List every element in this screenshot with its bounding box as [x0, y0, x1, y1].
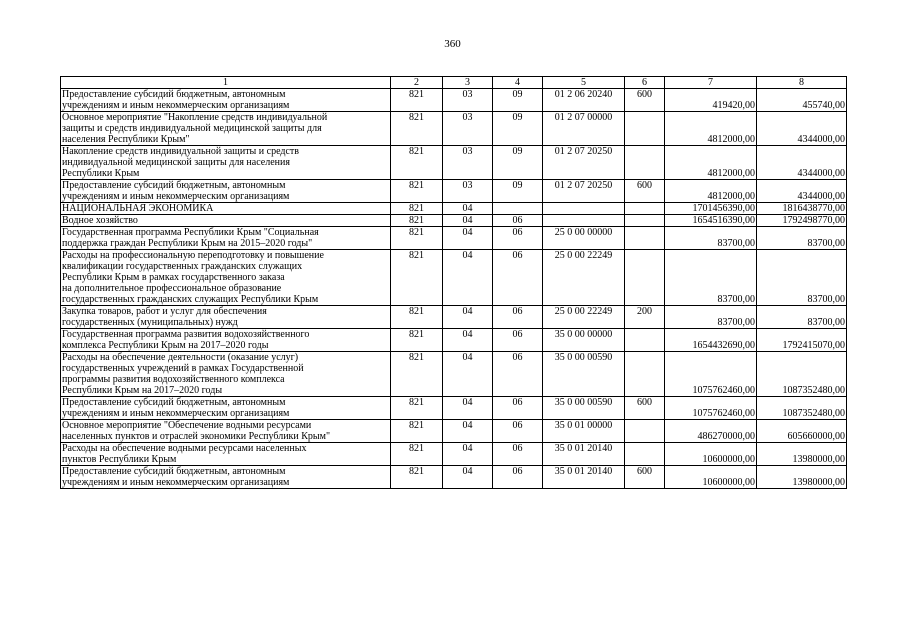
table-row [61, 89, 847, 112]
row-name-line: Накопление средств индивидуальной защиты и средств [62, 146, 299, 157]
table-row [61, 466, 847, 489]
amount-year1-cell: 10600000,00 [665, 443, 757, 466]
row-name-cell [61, 180, 391, 203]
row-name-line: защиты и средств индивидуальной медицинской защиты для [62, 123, 322, 134]
amount-year1-cell: 1654516390,00 [665, 215, 757, 227]
subsection-code-cell: 06 [493, 466, 543, 489]
amount-year2-cell: 83700,00 [757, 227, 847, 250]
ministry-code-cell: 821 [391, 227, 443, 250]
column-header: 1 [61, 77, 391, 89]
amount-year2-cell: 83700,00 [757, 306, 847, 329]
subsection-code-cell: 06 [493, 420, 543, 443]
target-article-cell [543, 203, 625, 215]
row-name-line: государственных учреждений в рамках Государственной [62, 363, 304, 374]
row-name-line: Предоставление субсидий бюджетным, автономным [62, 466, 286, 477]
row-name-line: Государственная программа Республики Крым "Социальная [62, 227, 319, 238]
expense-type-cell [625, 443, 665, 466]
amount-year2-cell: 455740,00 [757, 89, 847, 112]
row-name-line: комплекса Республики Крым на 2017–2020 годы [62, 340, 269, 351]
expense-type-cell: 200 [625, 306, 665, 329]
column-header: 7 [665, 77, 757, 89]
row-name-cell [61, 466, 391, 489]
row-name-cell [61, 146, 391, 180]
row-name-line: поддержка граждан Республики Крым на 2015–2020 годы" [62, 238, 313, 249]
table-row [61, 397, 847, 420]
target-article-cell: 25 0 00 22249 [543, 306, 625, 329]
row-name-line: населенных пунктов и отраслей экономики Республики Крым" [62, 431, 331, 442]
amount-year1-cell: 486270000,00 [665, 420, 757, 443]
row-name-line: Предоставление субсидий бюджетным, автономным [62, 89, 286, 100]
section-code-cell: 04 [443, 227, 493, 250]
column-header: 5 [543, 77, 625, 89]
subsection-code-cell: 06 [493, 306, 543, 329]
row-name-line: Закупка товаров, работ и услуг для обеспечения [62, 306, 267, 317]
ministry-code-cell: 821 [391, 112, 443, 146]
section-code-cell: 03 [443, 146, 493, 180]
row-name-line: Республики Крым [62, 168, 140, 179]
row-name-line: Государственная программа развития водохозяйственного [62, 329, 310, 340]
row-name-line: государственных гражданских служащих Республики Крым [62, 294, 319, 305]
table-row [61, 352, 847, 397]
target-article-cell: 35 0 01 20140 [543, 443, 625, 466]
amount-year2-cell: 4344000,00 [757, 112, 847, 146]
row-name-cell [61, 203, 391, 215]
section-code-cell: 04 [443, 215, 493, 227]
section-code-cell: 04 [443, 420, 493, 443]
row-name-line: государственных (муниципальных) нужд [62, 317, 238, 328]
amount-year1-cell: 419420,00 [665, 89, 757, 112]
row-name-line: Основное мероприятие "Накопление средств индивидуальной [62, 112, 328, 123]
amount-year1-cell: 1075762460,00 [665, 397, 757, 420]
row-name-line: Республики Крым в рамках государственного заказа [62, 272, 285, 283]
row-name-line: учреждениям и иным некоммерческим организациям [62, 100, 290, 111]
ministry-code-cell: 821 [391, 89, 443, 112]
ministry-code-cell: 821 [391, 352, 443, 397]
row-name-line: учреждениям и иным некоммерческим организациям [62, 408, 290, 419]
target-article-cell: 01 2 07 20250 [543, 146, 625, 180]
row-name-line: Расходы на обеспечение деятельности (оказание услуг) [62, 352, 299, 363]
target-article-cell: 35 0 01 20140 [543, 466, 625, 489]
amount-year1-cell: 83700,00 [665, 306, 757, 329]
column-header: 8 [757, 77, 847, 89]
column-header: 2 [391, 77, 443, 89]
row-name-line: населения Республики Крым" [62, 134, 190, 145]
amount-year2-cell: 4344000,00 [757, 146, 847, 180]
amount-year2-cell: 4344000,00 [757, 180, 847, 203]
table-row [61, 146, 847, 180]
target-article-cell: 01 2 06 20240 [543, 89, 625, 112]
row-name-cell [61, 420, 391, 443]
row-name-line: квалификации государственных гражданских служащих [62, 261, 303, 272]
row-name-cell [61, 112, 391, 146]
amount-year1-cell: 1654432690,00 [665, 329, 757, 352]
amount-year1-cell: 4812000,00 [665, 112, 757, 146]
target-article-cell: 01 2 07 20250 [543, 180, 625, 203]
row-name-cell [61, 397, 391, 420]
expense-type-cell [625, 420, 665, 443]
row-name-line: Основное мероприятие "Обеспечение водными ресурсами [62, 420, 312, 431]
subsection-code-cell: 06 [493, 329, 543, 352]
section-code-cell: 03 [443, 89, 493, 112]
subsection-code-cell: 09 [493, 146, 543, 180]
section-code-cell: 04 [443, 329, 493, 352]
ministry-code-cell: 821 [391, 203, 443, 215]
subsection-code-cell: 06 [493, 352, 543, 397]
subsection-code-cell: 06 [493, 397, 543, 420]
section-code-cell: 03 [443, 112, 493, 146]
row-name-line: программы развития водохозяйственного комплекса [62, 374, 285, 385]
target-article-cell: 01 2 07 00000 [543, 112, 625, 146]
amount-year2-cell: 13980000,00 [757, 443, 847, 466]
ministry-code-cell: 821 [391, 306, 443, 329]
row-name-line: Республики Крым на 2017–2020 годы [62, 385, 223, 396]
row-name-line: Предоставление субсидий бюджетным, автономным [62, 180, 286, 191]
expense-type-cell: 600 [625, 89, 665, 112]
row-name-cell [61, 89, 391, 112]
expense-type-cell [625, 250, 665, 306]
target-article-cell: 35 0 00 00590 [543, 352, 625, 397]
subsection-code-cell: 06 [493, 227, 543, 250]
ministry-code-cell: 821 [391, 443, 443, 466]
row-name-cell [61, 227, 391, 250]
column-header: 3 [443, 77, 493, 89]
ministry-code-cell: 821 [391, 420, 443, 443]
expense-type-cell: 600 [625, 466, 665, 489]
amount-year2-cell: 1792415070,00 [757, 329, 847, 352]
amount-year2-cell: 83700,00 [757, 250, 847, 306]
ministry-code-cell: 821 [391, 466, 443, 489]
row-name-line: учреждениям и иным некоммерческим организациям [62, 191, 290, 202]
row-name-cell [61, 329, 391, 352]
row-name-line: Предоставление субсидий бюджетным, автономным [62, 397, 286, 408]
subsection-code-cell: 06 [493, 250, 543, 306]
subsection-code-cell: 06 [493, 215, 543, 227]
target-article-cell: 35 0 01 00000 [543, 420, 625, 443]
table-row [61, 112, 847, 146]
section-code-cell: 04 [443, 250, 493, 306]
amount-year2-cell: 1087352480,00 [757, 352, 847, 397]
amount-year2-cell: 1087352480,00 [757, 397, 847, 420]
amount-year2-cell: 605660000,00 [757, 420, 847, 443]
table-row [61, 329, 847, 352]
expense-type-cell [625, 146, 665, 180]
amount-year1-cell: 10600000,00 [665, 466, 757, 489]
expense-type-cell: 600 [625, 180, 665, 203]
section-code-cell: 03 [443, 180, 493, 203]
subsection-code-cell [493, 203, 543, 215]
amount-year1-cell: 83700,00 [665, 227, 757, 250]
column-header: 4 [493, 77, 543, 89]
section-code-cell: 04 [443, 397, 493, 420]
row-name-cell [61, 250, 391, 306]
expense-type-cell [625, 352, 665, 397]
row-name-line: пунктов Республики Крым [62, 454, 177, 465]
table-row [61, 215, 847, 227]
page-number: 360 [444, 38, 461, 50]
section-code-cell: 04 [443, 306, 493, 329]
budget-table [60, 76, 847, 489]
row-name-line: Водное хозяйство [62, 215, 138, 226]
ministry-code-cell: 821 [391, 180, 443, 203]
expense-type-cell [625, 215, 665, 227]
ministry-code-cell: 821 [391, 146, 443, 180]
expense-type-cell [625, 203, 665, 215]
target-article-cell: 25 0 00 22249 [543, 250, 625, 306]
target-article-cell: 35 0 00 00590 [543, 397, 625, 420]
ministry-code-cell: 821 [391, 215, 443, 227]
section-code-cell: 04 [443, 352, 493, 397]
table-row [61, 420, 847, 443]
expense-type-cell [625, 329, 665, 352]
table-row [61, 306, 847, 329]
table-row [61, 250, 847, 306]
amount-year1-cell: 1075762460,00 [665, 352, 757, 397]
target-article-cell: 35 0 00 00000 [543, 329, 625, 352]
row-name-line: НАЦИОНАЛЬНАЯ ЭКОНОМИКА [62, 203, 214, 214]
ministry-code-cell: 821 [391, 250, 443, 306]
target-article-cell: 25 0 00 00000 [543, 227, 625, 250]
expense-type-cell: 600 [625, 397, 665, 420]
amount-year2-cell: 1792498770,00 [757, 215, 847, 227]
subsection-code-cell: 06 [493, 443, 543, 466]
row-name-line: Расходы на обеспечение водными ресурсами населенных [62, 443, 307, 454]
table-row [61, 227, 847, 250]
amount-year1-cell: 4812000,00 [665, 180, 757, 203]
expense-type-cell [625, 112, 665, 146]
ministry-code-cell: 821 [391, 397, 443, 420]
table-header-row [61, 77, 847, 89]
section-code-cell: 04 [443, 466, 493, 489]
target-article-cell [543, 215, 625, 227]
row-name-line: индивидуальной медицинской защиты для населения [62, 157, 290, 168]
row-name-cell [61, 443, 391, 466]
table-row [61, 203, 847, 215]
amount-year1-cell: 1701456390,00 [665, 203, 757, 215]
row-name-line: Расходы на профессиональную переподготовку и повышение [62, 250, 324, 261]
table-row [61, 443, 847, 466]
row-name-cell [61, 306, 391, 329]
row-name-cell [61, 215, 391, 227]
subsection-code-cell: 09 [493, 89, 543, 112]
subsection-code-cell: 09 [493, 180, 543, 203]
amount-year2-cell: 1816438770,00 [757, 203, 847, 215]
subsection-code-cell: 09 [493, 112, 543, 146]
section-code-cell: 04 [443, 443, 493, 466]
ministry-code-cell: 821 [391, 329, 443, 352]
section-code-cell: 04 [443, 203, 493, 215]
table-row [61, 180, 847, 203]
expense-type-cell [625, 227, 665, 250]
amount-year1-cell: 83700,00 [665, 250, 757, 306]
amount-year1-cell: 4812000,00 [665, 146, 757, 180]
amount-year2-cell: 13980000,00 [757, 466, 847, 489]
row-name-line: учреждениям и иным некоммерческим организациям [62, 477, 290, 488]
row-name-cell [61, 352, 391, 397]
row-name-line: на дополнительное профессиональное образование [62, 283, 282, 294]
column-header: 6 [625, 77, 665, 89]
